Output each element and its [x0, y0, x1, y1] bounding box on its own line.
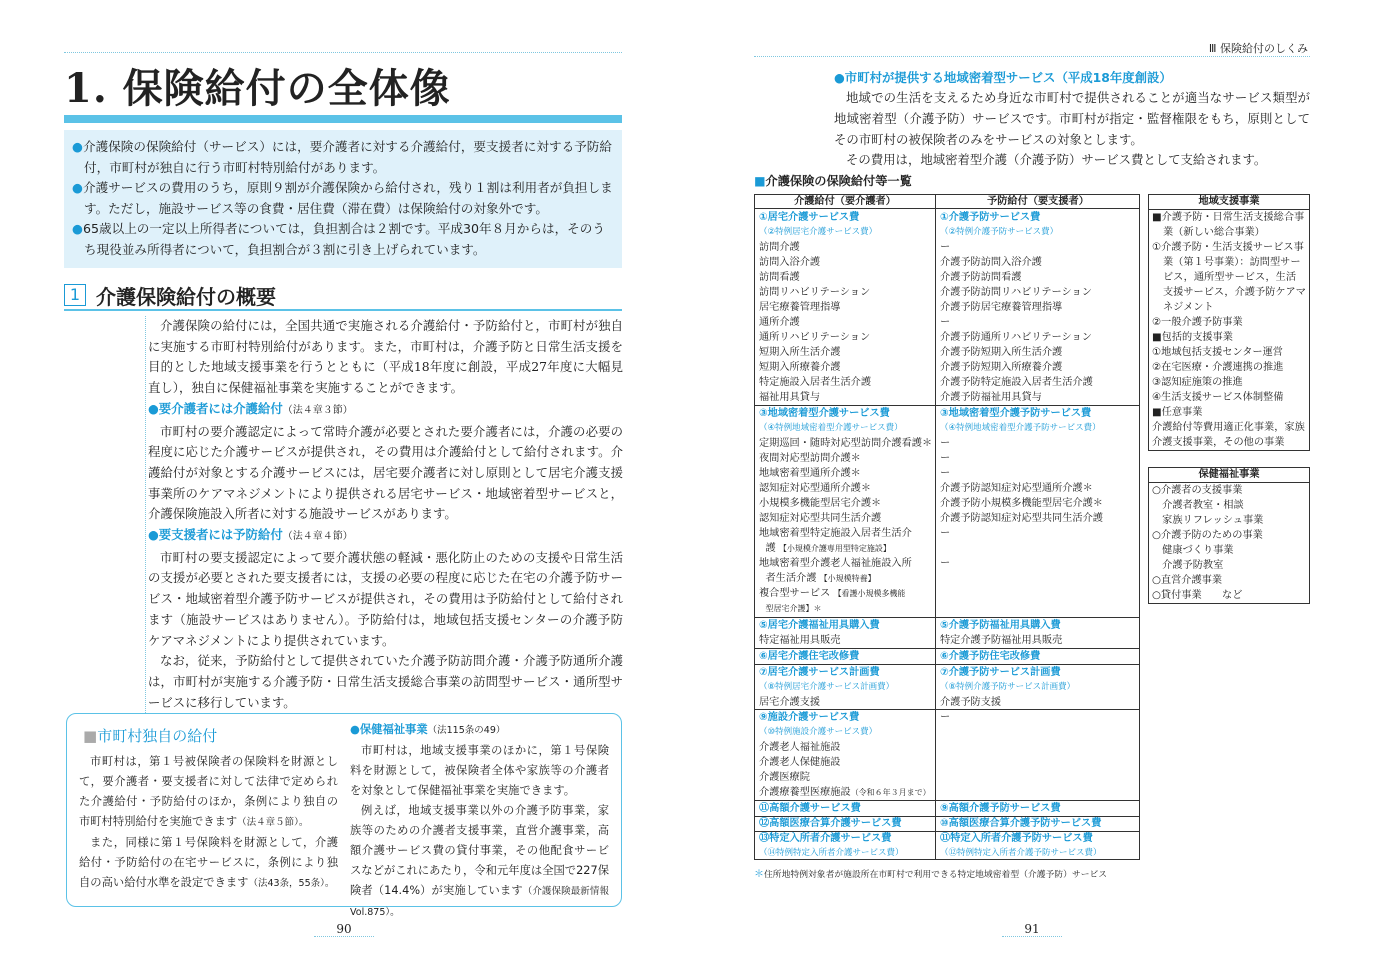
table-cell: ①介護予防サービス費 （②特例介護予防サービス費） ー 介護予防訪問入浴介護 介護予防訪問看護 介護予防訪問リハビリテーション 介護予防居宅療養管理指導 ー 介護予防通所リハビリテーション 介護予防短期入所生活介護 介護予防短期入所療養介護 介護予防特定施設入居者生活介護 介護予防福祉用具貸与 — [940, 212, 1093, 403]
box-column — [350, 720, 609, 918]
summary-item: ●介護サービスの費用のうち，原則９割が介護保険から給付され，残り１割は利用者が負担します。ただし，施設サービス等の食費・居住費（滞在費）は保険給付の対象外です。 — [72, 180, 613, 216]
title-bar — [64, 115, 622, 123]
page-number-rule — [1002, 936, 1062, 937]
subheading-community: ●市町村が提供する地域密着型サービス（平成18年度創設） — [834, 70, 1172, 85]
table-cell: ー — [940, 712, 951, 723]
subheading-support: ●要支援者には予防給付（法４章４節） — [148, 527, 353, 543]
section-number: 1 — [64, 284, 86, 306]
col-header: 予防給付（要支援者） — [987, 196, 1089, 207]
table-cell: ⑦居宅介護サービス計画費 （⑧特例居宅介護サービス計画費） 居宅介護支援 — [759, 667, 895, 708]
body-text — [145, 316, 623, 713]
paragraph: その費用は，地域密着型介護（介護予防）サービス費として支給されます。 — [846, 152, 1267, 168]
top-rule — [754, 56, 1310, 57]
chapter-title-wrap — [64, 64, 622, 114]
column-divider — [935, 195, 936, 859]
col-header: 介護給付（要介護者） — [794, 196, 896, 207]
right-page — [688, 0, 1376, 972]
table-cell: ⑥介護予防住宅改修費 — [940, 651, 1041, 662]
section-title: 介護保険給付の概要 — [96, 284, 276, 309]
table-cell: ③地域密着型介護サービス費 （④特例地域密着型介護サービス費） 定期巡回・随時対応型訪問介護看護＊ 夜間対応型訪問介護＊ 地域密着型通所介護＊ 認知症対応型通所介護＊ 小規模多機能型居宅介護＊ 認知症対応型共同生活介護 地域密着型特定施設入居者生活介 護 【小規模介護専用型特定施設】 地域密着型介護老人福祉施設入所 者生活介護 【小規模特養】 複合型サービス 【看護小規模多機能 型居宅介護】＊ — [759, 408, 933, 613]
table-cell: ⑥居宅介護住宅改修費 — [759, 651, 860, 662]
side-body: ■介護予防・日常生活支援総合事業（新しい総合事業） ①介護予防・生活支援サービス事業（第１号事業）：訪問型サービス，通所型サービス，生活支援サービス，介護予防ケアマネジメント ②一般介護予防事業 ■包括的支援事業 ①地域包括支援センター運営 ②在宅医療・介護連携の推進 ③認知症施策の推進 ④生活支援サービス体制整備 ■任意事業 介護給付等費用適正化事業，家族介護支援事業，その他の事業 — [1152, 212, 1306, 448]
table-cell: ⑪特定入所者介護予防サービス費 （⑫特例特定入所者介護予防サービス費） — [940, 833, 1102, 858]
side-header: 地域支援事業 — [1149, 195, 1309, 210]
municipal-benefit-box — [66, 713, 622, 918]
section-heading — [64, 281, 622, 311]
box-paragraph: 市町村は，第１号被保険者の保険料を財源として，要介護者・要支援者に対して法律で定められた介護給付・予防給付のほか，条例により独自の市町村特別給付を実施できます（法４章５節）。 — [79, 755, 338, 828]
side-header: 保健福祉事業 — [1149, 468, 1309, 483]
running-header: Ⅲ 保険給付のしくみ — [1208, 42, 1308, 55]
table-cell: ③地域密着型介護予防サービス費 （④特例地域密着型介護予防サービス費） ー ー ー 介護予防認知症対応型通所介護＊ 介護予防小規模多機能型居宅介護＊ 介護予防認知症対応型共同生活介護 ー ー — [940, 408, 1103, 569]
paragraph: なお，従来，予防給付として提供されていた介護予防訪問介護・介護予防通所介護は，市町村が実施する介護予防・日常生活支援総合事業の訪問型サービス・通所型サービスに移行しています。 — [148, 653, 623, 710]
table-cell: ⑤居宅介護福祉用具購入費 特定福祉用具販売 — [759, 620, 880, 646]
table-footnote: ＊住所地特例対象者が施設所在市町村で利用できる特定地域密着型（介護予防）サービス — [754, 869, 1108, 880]
top-rule — [64, 52, 622, 53]
table-title: ■介護保険の保険給付等一覧 — [754, 174, 912, 188]
paragraph: 地域での生活を支えるため身近な市町村で提供されることが適当なサービス類型が地域密着型（介護予防）サービスです。市町村が指定・監督権限をもち，原則としてその市町村の被保険者のみをサービスの対象とします。 — [834, 90, 1310, 147]
page-number: 91 — [1024, 922, 1040, 936]
health-welfare-box — [1148, 467, 1310, 604]
box-title: ■市町村独自の給付 — [83, 727, 218, 745]
box-paragraph: また，同様に第１号保険料を財源として，介護給付・予防給付の在宅サービスに，条例により独自の高い給付水準を設定できます（法43条，55条）。 — [79, 836, 338, 889]
page-number-rule — [314, 936, 374, 937]
community-support-box — [1148, 194, 1310, 451]
summary-item: ●65歳以上の一定以上所得者については，負担割合は２割です。平成30年８月からは，そのうち現役並み所得者について，負担割合が３割に引き上げられています。 — [72, 221, 605, 257]
table-cell: ①居宅介護サービス費 （②特例居宅介護サービス費） 訪問介護 訪問入浴介護 訪問看護 訪問リハビリテーション 居宅療養管理指導 通所介護 通所リハビリテーション 短期入所生活介護 短期入所療養介護 特定施設入居者生活介護 福祉用具貸与 — [759, 212, 878, 403]
table-cell: ⑨高額介護予防サービス費 — [940, 803, 1061, 814]
page-number: 90 — [336, 922, 352, 936]
side-body: ○介護者の支援事業 介護者教室・相談 家族リフレッシュ事業 ○介護予防のための事業 健康づくり事業 介護予防教室 ○直営介護事業 ○貸付事業 など — [1152, 485, 1264, 601]
box-column — [79, 720, 338, 900]
table-cell: ⑬特定入所者介護サービス費 （⑭特例特定入所者介護サービス費） — [759, 833, 904, 858]
paragraph: 市町村の要支援認定によって要介護状態の軽減・悪化防止のための支援や日常生活の支援が必要とされた要支援者には，支援の必要の程度に応じた在宅の介護予防サービス・地域密着型介護予防サービスが提供され，その費用は予防給付として給付されます（施設サービスはありません）。予防給付は，地域包括支援センターの介護予防ケアマネジメントにより提供されています。 — [148, 549, 623, 648]
body-text — [834, 88, 1310, 171]
table-cell: ⑩高額医療合算介護予防サービス費 — [940, 818, 1102, 829]
summary-box — [64, 130, 622, 268]
paragraph: 介護保険の給付には，全国共通で実施される介護給付・予防給付と，市町村が独自に実施する市町村特別給付があります。また，市町村は，介護予防と日常生活支援を目的とした地域支援事業を行うとともに（平成18年度に創設，平成27年度に大幅見直し），独自に保健福祉事業を実施することができます。 — [148, 318, 623, 396]
box-subtitle: ●保健福祉事業（法115条の49） — [350, 723, 506, 736]
paragraph: 市町村の要介護認定によって常時介護が必要とされた要介護者には，介護の必要の程度に応じた介護サービスが提供され，その費用は介護給付として給付されます。介護給付が対象とする介護サービスには，居宅要介護者に対し原則として居宅介護支援事業所のケアマネジメントにより提供される居宅サービス・地域密着型サービスと，介護保険施設入所者に対する施設サービスがあります。 — [148, 423, 623, 522]
table-cell: ⑤介護予防福祉用具購入費 特定介護予防福祉用具販売 — [940, 620, 1063, 646]
table-header — [755, 195, 1139, 209]
box-paragraph: 市町村は，地域支援事業のほかに，第１号保険料を財源として，被保険者全体や家族等の介護者を対象として保健福祉事業を実施できます。 — [350, 744, 609, 797]
table-cell: ⑨施設介護サービス費 （⑩特例施設介護サービス費） 介護老人福祉施設 介護老人保健施設 介護医療院 介護療養型医療施設（令和６年３月まで） — [759, 712, 931, 798]
summary-item: ●介護保険の保険給付（サービス）には，要介護者に対する介護給付，要支援者に対する予防給付，市町村が独自に行う市町村特別給付があります。 — [72, 139, 612, 175]
table-cell: ⑪高額介護サービス費 — [759, 803, 861, 814]
benefit-table — [754, 194, 1140, 860]
subheading-care: ●要介護者には介護給付（法４章３節） — [148, 400, 353, 416]
table-cell: ⑫高額医療合算介護サービス費 — [759, 818, 902, 829]
chapter-title: 1. 保険給付の全体像 — [64, 65, 451, 112]
box-paragraph: 例えば，地域支援事業以外の介護予防事業，家族等のための介護者支援事業，直営介護事業，高額介護サービス費の貸付事業，その他配食サービスなどがこれにあたり，令和元年度は全国で227保険者（14.4%）が実施しています（介護保険最新情報Vol.875）。 — [350, 804, 609, 918]
table-cell: ⑦介護予防サービス計画費 （⑧特例介護予防サービス計画費） 介護予防支援 — [940, 667, 1076, 708]
